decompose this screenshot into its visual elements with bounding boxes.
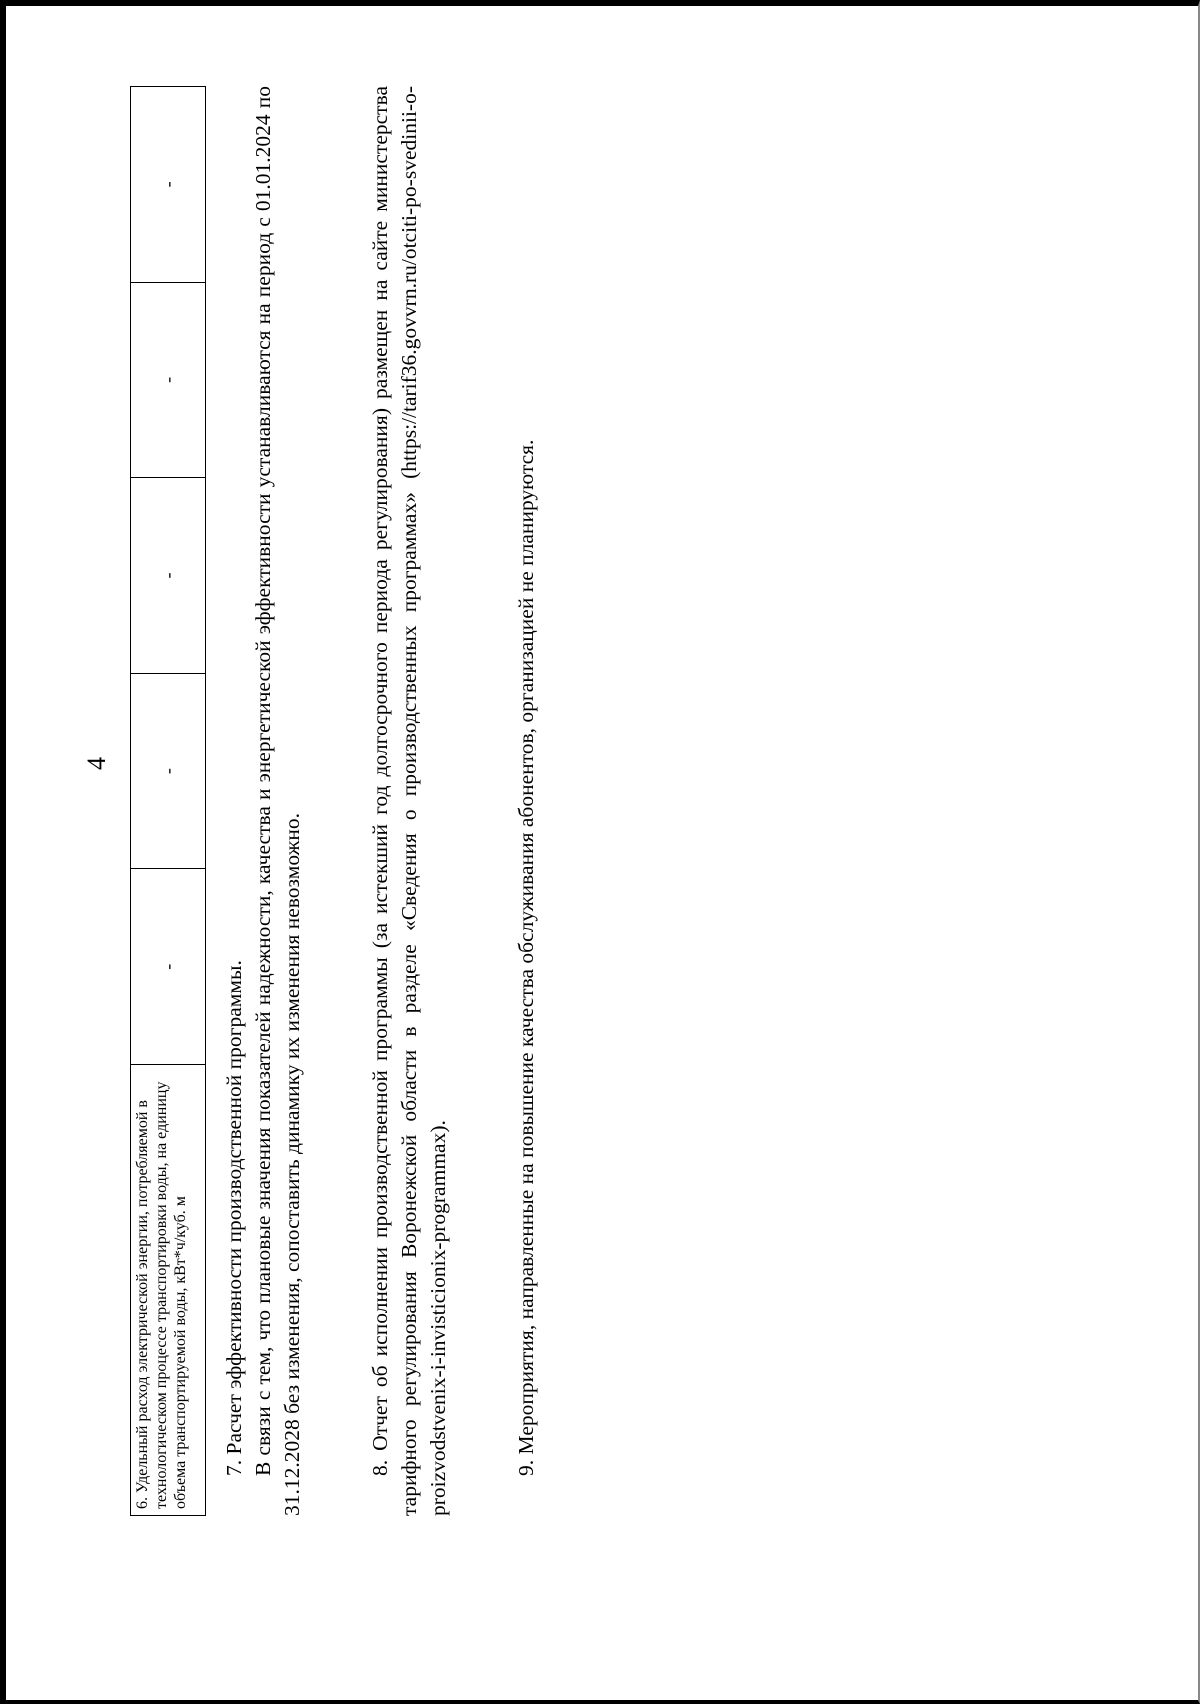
section-7-heading: 7. Расчет эффективности производственной программы. bbox=[222, 960, 246, 1476]
table-row bbox=[131, 87, 206, 1516]
indicator-value-cell: - bbox=[131, 87, 206, 283]
indicator-value-cell: - bbox=[131, 478, 206, 674]
indicator-label-cell: 6. Удельный расход электрической энергии, потребляемой в технологическом процессе транспортировки воды, на единицу объема транспортируемой воды, кВт*ч/куб. м bbox=[131, 1065, 206, 1516]
section-8 bbox=[366, 86, 453, 1516]
indicators-table bbox=[130, 86, 206, 1516]
indicator-value-cell: - bbox=[131, 282, 206, 478]
section-9 bbox=[512, 86, 541, 1516]
indicator-value-cell: - bbox=[131, 673, 206, 869]
page-number: 4 bbox=[82, 757, 111, 770]
rotated-document-sheet bbox=[70, 30, 1130, 1590]
section-7-body: В связи с тем, что плановые значения показателей надежности, качества и энергетической эффективности устанавливаются на период с 01.01.2024 по 31.12.2028 без изменения, сопоставить динамику их изменения невозможно. bbox=[251, 86, 304, 1516]
section-8-body: 8. Отчет об исполнении производственной программы (за истекший год долгосрочного периода регулирования) размещен на сайте министерства тарифного регулирования Воронежской области в разделе «Сведения о производственных программах» (https://tarif36.govvrn.ru/otciti-po-svedinii-o-proizvodstvenix-i-invisticionix-programmax). bbox=[368, 86, 450, 1516]
section-9-body: 9. Мероприятия, направленные на повышение качества обслуживания абонентов, организацией не планируются. bbox=[514, 439, 538, 1476]
indicator-value-cell: - bbox=[131, 869, 206, 1065]
section-7 bbox=[220, 86, 307, 1516]
